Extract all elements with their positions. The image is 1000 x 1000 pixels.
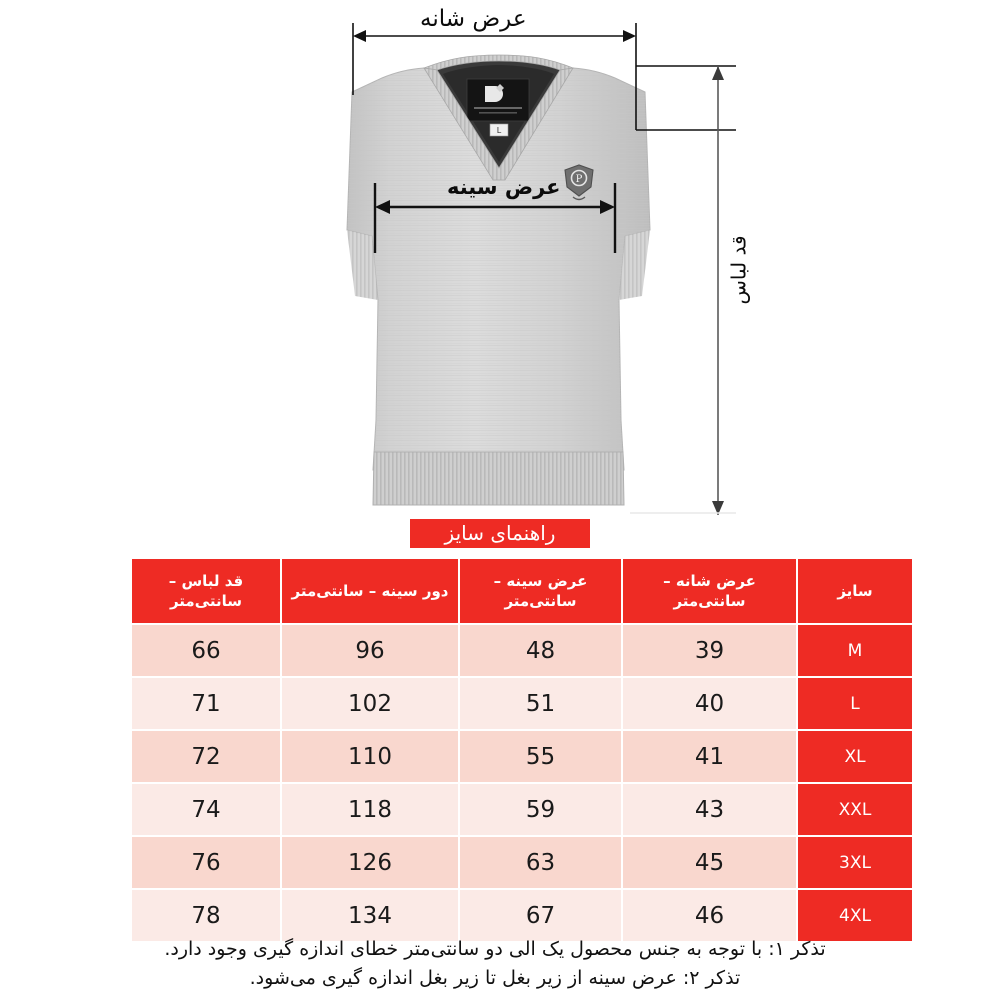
- table-row: [132, 890, 912, 941]
- size-guide-title: راهنمای سایز: [410, 519, 590, 548]
- garment-length-label: قد لباس: [726, 235, 751, 305]
- cell-chest-width: 48: [460, 625, 621, 676]
- cell-shoulder: 40: [623, 678, 796, 729]
- row-size-cell: 3XL: [798, 837, 912, 888]
- cell-chest-round: 126: [282, 837, 458, 888]
- cell-chest-round: 102: [282, 678, 458, 729]
- shoulder-width-label: عرض شانه: [420, 6, 527, 32]
- header-length: قد لباس – سانتی‌متر: [132, 559, 280, 623]
- table-row: [132, 625, 912, 676]
- row-size-cell: XXL: [798, 784, 912, 835]
- note-measurement-tolerance: تذکر ۱: با توجه به جنس محصول یک الی دو سانتی‌متر خطای اندازه گیری وجود دارد.: [164, 938, 826, 960]
- cell-chest-round: 134: [282, 890, 458, 941]
- size-guide-table: [130, 557, 914, 943]
- cell-chest-width: 63: [460, 837, 621, 888]
- header-chest-round: دور سینه – سانتی‌متر: [282, 559, 458, 623]
- size-guide-notes: [100, 935, 890, 992]
- cell-shoulder: 39: [623, 625, 796, 676]
- row-size-cell: 4XL: [798, 890, 912, 941]
- header-size: سایز: [798, 559, 912, 623]
- cell-chest-width: 51: [460, 678, 621, 729]
- svg-text:L: L: [496, 126, 502, 135]
- svg-text:P: P: [575, 174, 583, 185]
- row-size-cell: M: [798, 625, 912, 676]
- note-chest-measurement-method: تذکر ۲: عرض سینه از زیر بغل تا زیر بغل اندازه گیری می‌شود.: [249, 966, 741, 989]
- hem-ribbing: [373, 452, 624, 505]
- cell-length: 66: [132, 625, 280, 676]
- table-row: [132, 678, 912, 729]
- cell-chest-width: 59: [460, 784, 621, 835]
- cell-chest-round: 110: [282, 731, 458, 782]
- cell-length: 71: [132, 678, 280, 729]
- table-header-row: [132, 559, 912, 623]
- cell-shoulder: 41: [623, 731, 796, 782]
- row-size-cell: L: [798, 678, 912, 729]
- chest-width-label: عرض سینه: [447, 175, 561, 199]
- cell-length: 78: [132, 890, 280, 941]
- table-row: [132, 731, 912, 782]
- cell-chest-width: 55: [460, 731, 621, 782]
- table-row: [132, 837, 912, 888]
- row-size-cell: XL: [798, 731, 912, 782]
- header-shoulder: عرض شانه – سانتی‌متر: [623, 559, 796, 623]
- table-row: [132, 784, 912, 835]
- cell-shoulder: 45: [623, 837, 796, 888]
- cell-chest-width: 67: [460, 890, 621, 941]
- cell-length: 74: [132, 784, 280, 835]
- cell-shoulder: 43: [623, 784, 796, 835]
- cell-shoulder: 46: [623, 890, 796, 941]
- header-chest-width: عرض سینه – سانتی‌متر: [460, 559, 621, 623]
- cell-length: 72: [132, 731, 280, 782]
- cell-length: 76: [132, 837, 280, 888]
- cell-chest-round: 118: [282, 784, 458, 835]
- cell-chest-round: 96: [282, 625, 458, 676]
